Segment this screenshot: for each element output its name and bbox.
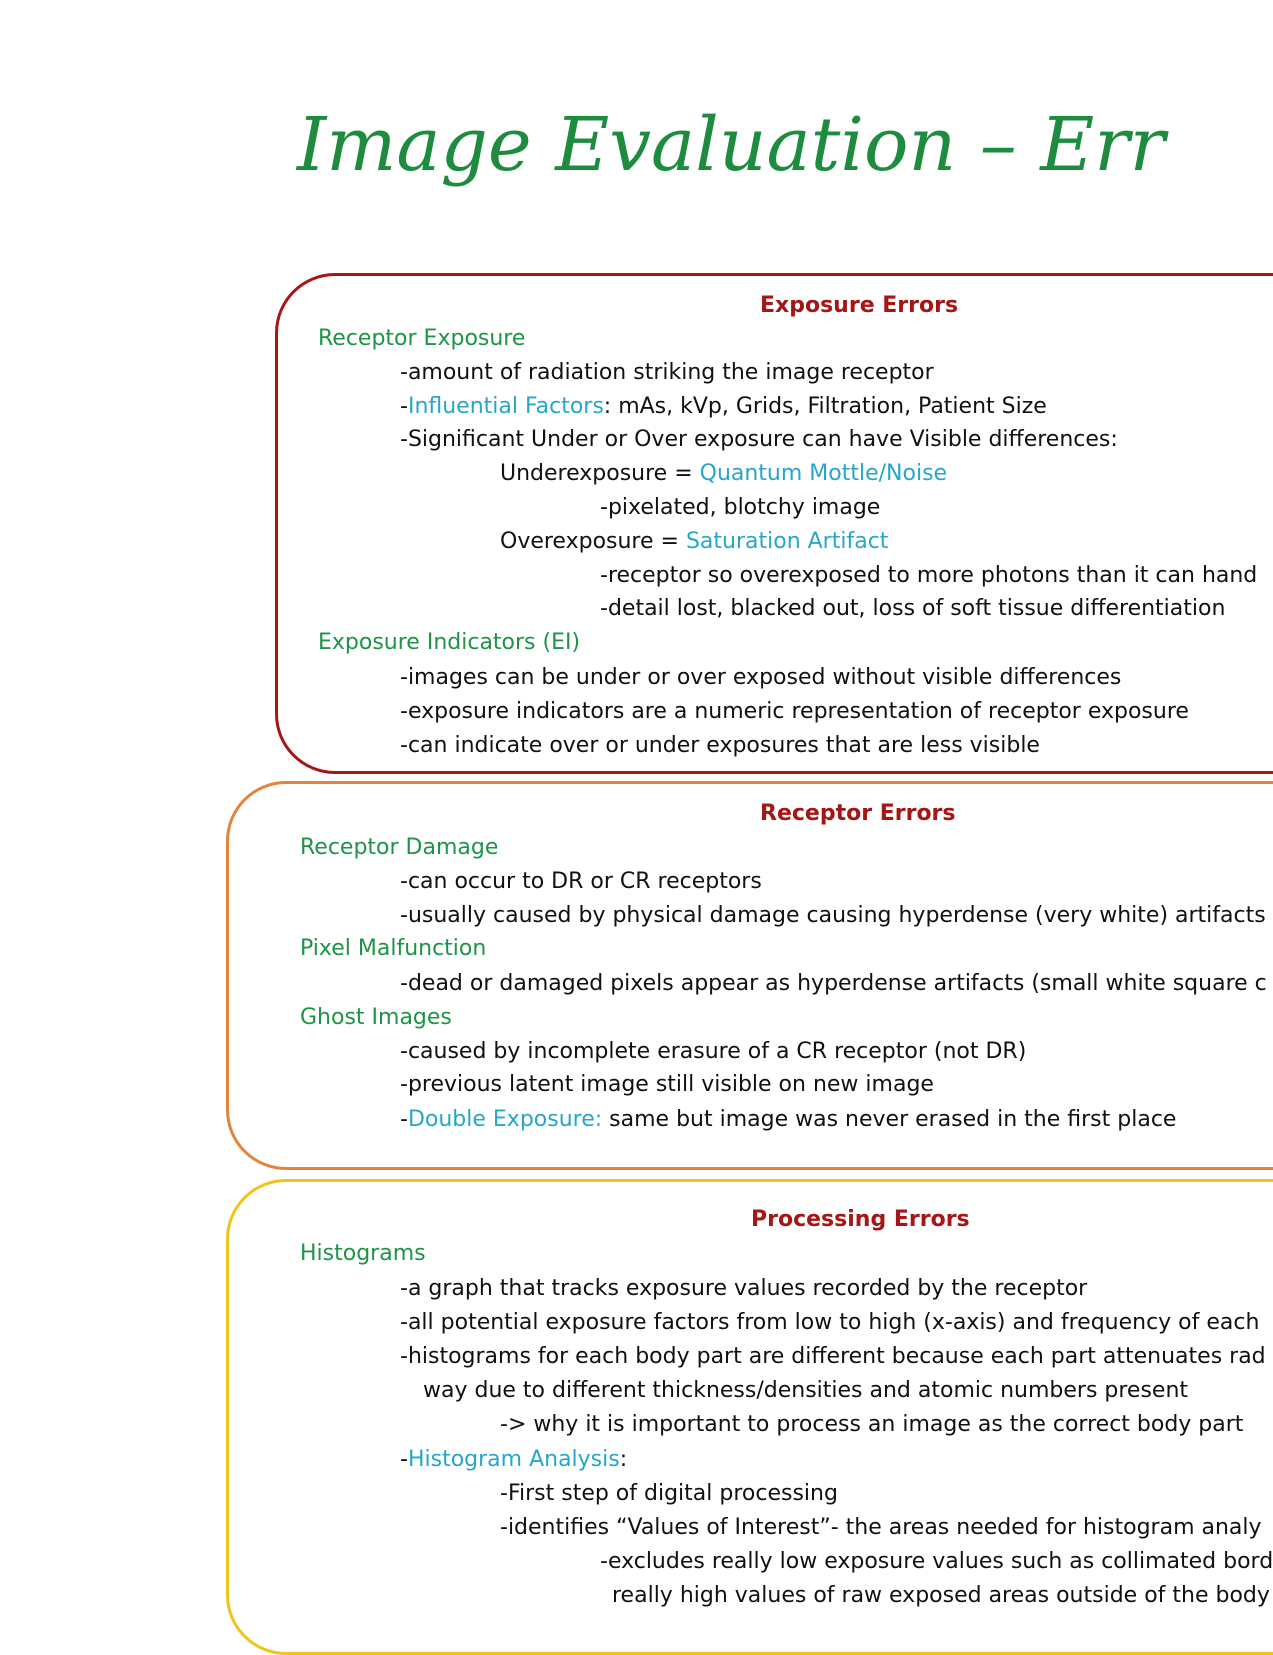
- underexposure-detail: -pixelated, blotchy image: [600, 495, 881, 520]
- processing-errors-header: Processing Errors: [751, 1207, 970, 1232]
- hist-line-4: way due to different thickness/densities and atomic numbers present: [423, 1378, 1189, 1403]
- histogram-analysis-line: -Histogram Analysis:: [400, 1447, 628, 1472]
- receptor-errors-header: Receptor Errors: [760, 801, 956, 826]
- analysis-line-1: -First step of digital processing: [500, 1481, 838, 1506]
- overexposure-line: Overexposure = Saturation Artifact: [500, 529, 889, 554]
- exposure-line-1: -amount of radiation striking the image receptor: [400, 360, 934, 385]
- pixel-malfunction-heading: Pixel Malfunction: [300, 936, 487, 961]
- receptor-exposure-heading: Receptor Exposure: [318, 326, 526, 351]
- histogram-analysis-term: Histogram Analysis: [407, 1447, 620, 1472]
- influential-factors-term: Influential Factors: [407, 394, 604, 419]
- damage-line-1: -can occur to DR or CR receptors: [400, 869, 762, 894]
- hist-line-1: -a graph that tracks exposure values recorded by the receptor: [400, 1276, 1088, 1301]
- histograms-heading: Histograms: [300, 1241, 426, 1266]
- saturation-artifact-term: Saturation Artifact: [685, 529, 889, 554]
- analysis-line-2: -identifies “Values of Interest”- the areas needed for histogram analy: [500, 1515, 1262, 1540]
- hist-line-5: -> why it is important to process an image as the correct body part: [500, 1412, 1244, 1437]
- ghost-line-2: -previous latent image still visible on new image: [400, 1072, 934, 1097]
- ei-line-2: -exposure indicators are a numeric representation of receptor exposure: [400, 699, 1189, 724]
- exposure-errors-header: Exposure Errors: [760, 293, 959, 318]
- ei-line-1: -images can be under or over exposed without visible differences: [400, 665, 1122, 690]
- analysis-line-4: really high values of raw exposed areas outside of the body: [612, 1583, 1270, 1608]
- ghost-line-1: -caused by incomplete erasure of a CR receptor (not DR): [400, 1039, 1027, 1064]
- hist-line-3: -histograms for each body part are different because each part attenuates rad: [400, 1344, 1266, 1369]
- underexposure-line: Underexposure = Quantum Mottle/Noise: [500, 461, 948, 486]
- exposure-line-3: -Significant Under or Over exposure can have Visible differences:: [400, 427, 1118, 452]
- double-exposure-term: Double Exposure:: [407, 1107, 603, 1132]
- ghost-images-heading: Ghost Images: [300, 1005, 452, 1030]
- analysis-line-3: -excludes really low exposure values such as collimated bord: [600, 1549, 1273, 1574]
- overexposure-detail-2: -detail lost, blacked out, loss of soft tissue differentiation: [600, 596, 1226, 621]
- hist-line-2: -all potential exposure factors from low to high (x-axis) and frequency of each: [400, 1310, 1260, 1335]
- ghost-line-3: -Double Exposure: same but image was never erased in the first place: [400, 1107, 1177, 1132]
- exposure-line-2: -Influential Factors: mAs, kVp, Grids, Filtration, Patient Size: [400, 394, 1047, 419]
- exposure-indicators-heading: Exposure Indicators (EI): [318, 630, 581, 655]
- pixel-line-1: -dead or damaged pixels appear as hyperdense artifacts (small white square c: [400, 971, 1267, 996]
- ei-line-3: -can indicate over or under exposures that are less visible: [400, 733, 1040, 758]
- overexposure-detail-1: -receptor so overexposed to more photons than it can hand: [600, 563, 1258, 588]
- receptor-damage-heading: Receptor Damage: [300, 835, 499, 860]
- page-title: Image Evaluation – Err: [297, 102, 1166, 188]
- quantum-mottle-term: Quantum Mottle/Noise: [699, 461, 948, 486]
- damage-line-2: -usually caused by physical damage causing hyperdense (very white) artifacts: [400, 903, 1266, 928]
